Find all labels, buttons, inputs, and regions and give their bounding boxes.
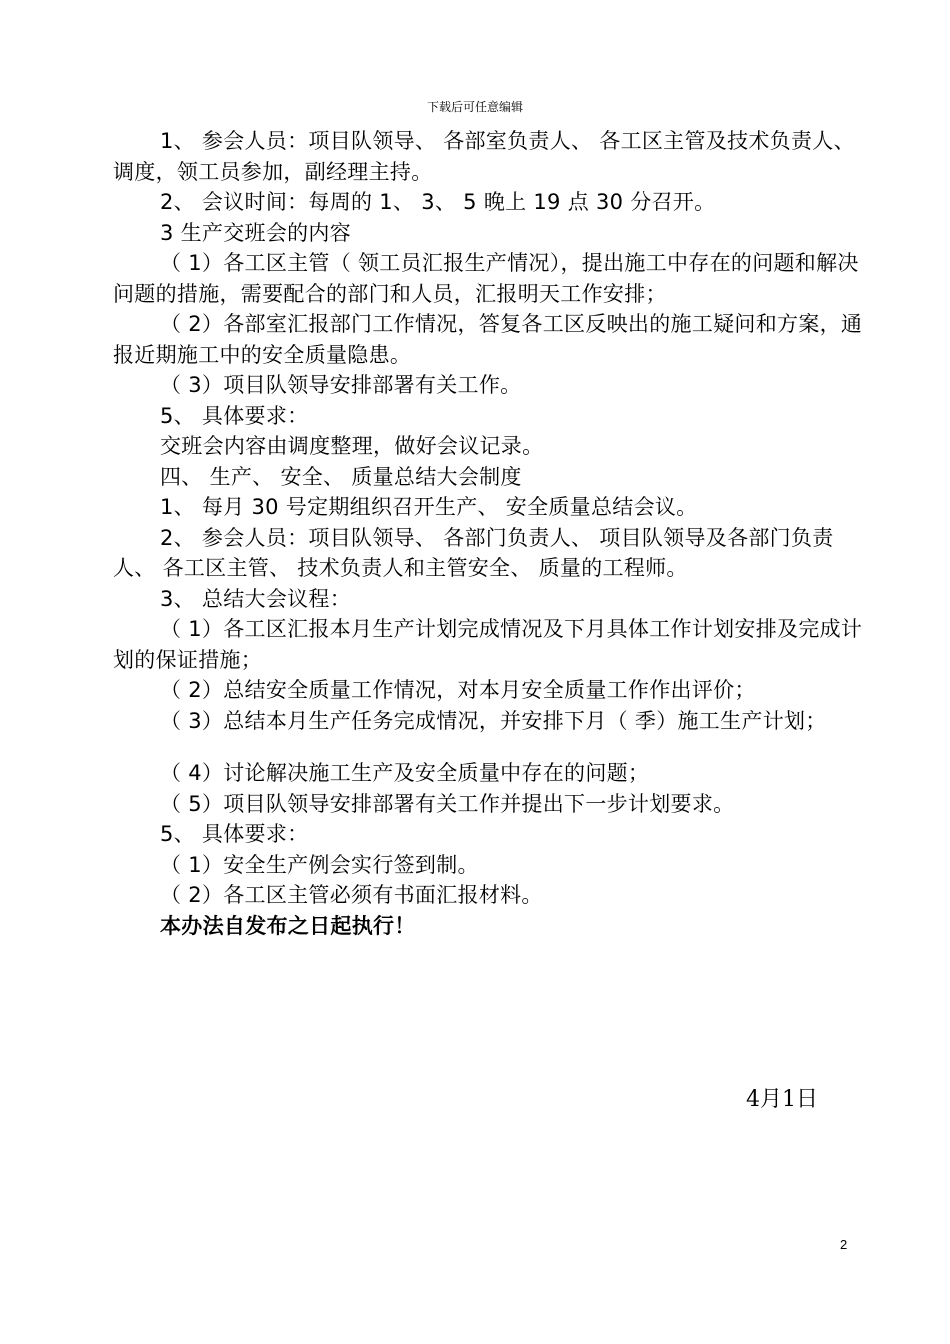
paragraph: （ 1）各工区汇报本月生产计划完成情况及下月具体工作计划安排及完成计划的保证措施； [113, 617, 863, 672]
paragraph: 1、 每月 30 号定期组织召开生产、 安全质量总结会议。 [160, 495, 698, 519]
document-body [113, 126, 863, 941]
paragraph: 3 生产交班会的内容 [160, 220, 352, 245]
paragraph: 1、 参会人员：项目队领导、 各部室负责人、 各工区主管及技术负责人、 调度，领工员参加，副经理主持。 [113, 129, 855, 184]
paragraph: （ 1）各工区主管（ 领工员汇报生产情况），提出施工中存在的问题和解决问题的措施，需要配合的部门和人员，汇报明天工作安排； [113, 251, 859, 306]
paragraph: （ 3）总结本月生产任务完成情况，并安排下月（ 季）施工生产计划； [160, 708, 827, 733]
spacer [113, 736, 863, 758]
paragraph: 5、 具体要求： [160, 403, 309, 428]
paragraph: （ 2）总结安全质量工作情况，对本月安全质量工作作出评价； [160, 678, 756, 702]
paragraph: （ 4）讨论解决施工生产及安全质量中存在的问题； [160, 761, 650, 785]
paragraph: （ 2）各工区主管必须有书面汇报材料。 [160, 883, 543, 907]
paragraph: 交班会内容由调度整理，做好会议记录。 [160, 434, 544, 458]
paragraph: （ 2）各部室汇报部门工作情况，答复各工区反映出的施工疑问和方案，通报近期施工中的安全质量隐患。 [113, 312, 863, 367]
section-heading: 四、 生产、 安全、 质量总结大会制度 [160, 464, 522, 489]
closing-statement: 本办法自发布之日起执行！ [160, 913, 416, 938]
paragraph: （ 1）安全生产例会实行签到制。 [160, 852, 479, 877]
page-number: 2 [840, 1237, 848, 1252]
document-date: 4月1日 [746, 1087, 818, 1112]
paragraph: （ 3）项目队领导安排部署有关工作。 [160, 373, 522, 397]
paragraph: 3、 总结大会议程： [160, 586, 352, 611]
paragraph: 5、 具体要求： [160, 822, 309, 846]
page-header: 下载后可任意编辑 [426, 100, 523, 114]
paragraph: （ 5）项目队领导安排部署有关工作并提出下一步计划要求。 [160, 791, 735, 816]
paragraph: 2、 参会人员：项目队领导、 各部门负责人、 项目队领导及各部门负责人、 各工区主管、 技术负责人和主管安全、 质量的工程师。 [113, 525, 834, 580]
paragraph: 2、 会议时间：每周的 1、 3、 5 晚上 19 点 30 分召开。 [160, 190, 716, 214]
